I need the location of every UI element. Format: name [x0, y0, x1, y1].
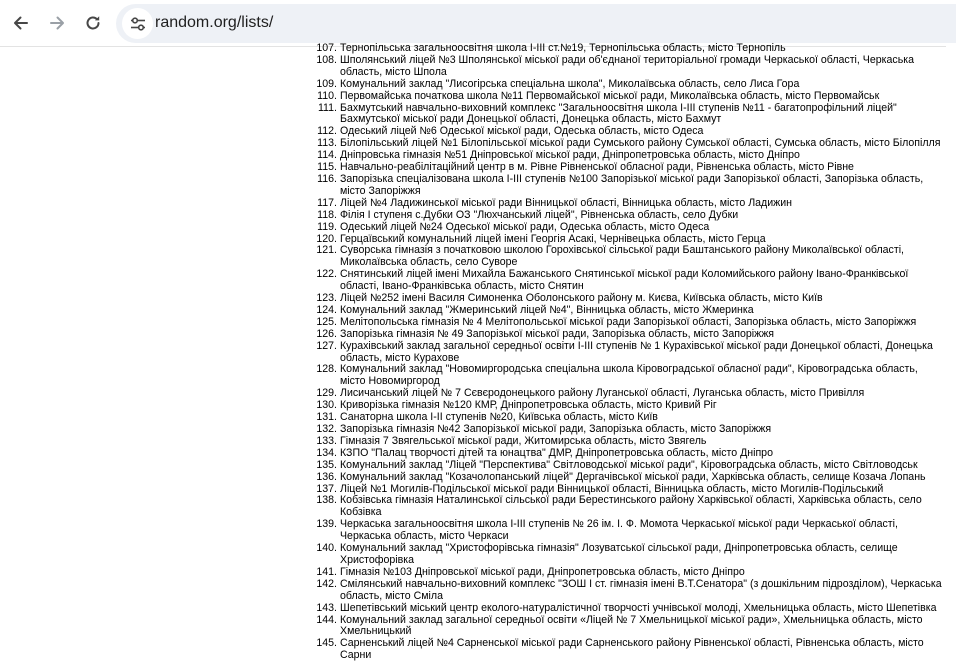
list-item-text: Філія І ступеня с.Дубки ОЗ "Люхчанський ліцей", Рівненська область, село Дубки: [340, 208, 739, 221]
list-item: [316, 494, 944, 519]
url-text[interactable]: random.org/lists/: [155, 14, 274, 31]
list-item-number: 140.: [316, 542, 337, 555]
list-item: [316, 577, 944, 603]
list-item: [316, 458, 944, 472]
list-item: [316, 542, 944, 567]
list-item-number: 132.: [316, 423, 337, 435]
list-item-text: Смілянський навчально-виховний комплекс "ЗОШ І ст. гімназія імені В.Т.Сенатора" (з дошкільним підрозділом), Черкаська область, місто Сміла: [340, 577, 942, 602]
list-item: [317, 101, 944, 127]
site-info-button[interactable]: [122, 8, 153, 39]
list-item-text: Санаторна школа І-ІІ ступенів №20, Київська область, місто Київ: [340, 411, 658, 424]
list-item-text: Герцаївський комунальний ліцей імені Георгія Асакі, Чернівецька область, місто Герца: [340, 232, 766, 245]
list-item-number: 133.: [316, 434, 337, 447]
list-item-text: Запорізька гімназія №42 Запорізької міської ради, Запорізька область, місто Запоріжжя: [340, 423, 772, 435]
list-item-number: 111.: [317, 101, 337, 114]
list-item-text: Білопільський ліцей №1 Білопільської міської ради Сумського району Сумської області, Сумська область, місто Білопілля: [340, 137, 941, 150]
list-item-number: 109.: [316, 77, 337, 90]
list-item-number: 130.: [316, 399, 337, 412]
list-item-number: 110.: [317, 89, 337, 102]
result-list: [316, 42, 944, 662]
list-item-text: Курахівський заклад загальної середньої освіти І-ІІІ ступенів № 1 Курахівської міської ради Донецької області, Донецька область, місто Курахове: [340, 339, 933, 364]
reload-icon: [83, 13, 103, 33]
list-item-number: 142.: [316, 577, 337, 590]
list-item-text: Мелітопольська гімназія № 4 Мелітопольської міської ради Запорізької області, Запорізька область, місто Запоріжжя: [340, 315, 917, 328]
list-item-number: 120.: [316, 232, 337, 245]
list-item-text: Комунальний заклад "Ліцей "Перспектива" Світловодської міської ради", Кіровоградська область, місто Світловодськ: [340, 458, 918, 471]
list-item: [316, 637, 944, 662]
tune-icon: [129, 15, 147, 33]
list-item-number: 116.: [317, 172, 337, 185]
list-item-text: Шепетівський міський центр еколого-натуралістичної творчості учнівської молоді, Хмельницька область, місто Шепетівка: [340, 601, 937, 614]
list-item: [317, 172, 944, 198]
list-item-number: 123.: [316, 292, 337, 305]
list-item-number: 143.: [316, 601, 337, 614]
list-item-number: 126.: [316, 327, 337, 340]
list-item-text: Комунальний заклад "Жмеринський ліцей №4", Вінницька область, місто Жмеринка: [340, 303, 754, 316]
list-item-text: Криворізька гімназія №120 КМР, Дніпропетровська область, місто Кривий Ріг: [340, 399, 717, 412]
list-item-text: Ліцей №1 Могилів-Подільської міської ради Вінницької області, Вінницька область, місто Могилів-Подільський: [340, 482, 884, 495]
list-item-number: 141.: [316, 565, 337, 578]
arrow-right-icon: [47, 13, 67, 33]
list-item: [316, 613, 944, 639]
list-item: [316, 565, 944, 579]
list-item-number: 114.: [317, 149, 337, 162]
list-item: [317, 89, 944, 103]
list-item-number: 107.: [316, 42, 337, 54]
list-item-number: 129.: [316, 387, 337, 400]
list-item-number: 118.: [317, 208, 337, 221]
list-item-number: 131.: [316, 411, 337, 424]
list-item-text: Сарненський ліцей №4 Сарненської міської ради Сарненського району Рівненської області, Рівненська область, місто Сарни: [340, 637, 924, 662]
list-item: [316, 53, 944, 79]
arrow-left-icon: [11, 13, 31, 33]
list-item-number: 124.: [316, 303, 337, 316]
list-item: [316, 268, 944, 293]
list-item: [316, 315, 944, 329]
list-item: [316, 244, 944, 269]
list-item: [316, 518, 944, 543]
list-item-number: 121.: [316, 244, 337, 257]
list-item-text: Одеський ліцей №6 Одеської міської ради, Одеська область, місто Одеса: [340, 125, 704, 138]
list-item-number: 113.: [317, 137, 337, 150]
list-item-number: 144.: [316, 613, 337, 626]
list-item-text: Навчально-реабілітаційний центр в м. Рівне Рівненської обласної ради, Рівненська область, місто Рівне: [340, 161, 854, 174]
list-item-number: 119.: [317, 220, 337, 233]
list-item: [316, 470, 944, 484]
browser-toolbar: [0, 0, 946, 47]
list-item-text: Бахмутський навчально-виховний комплекс "Загальноосвітня школа І-ІІІ ступенів №11 - багатопрофільний ліцей" Бахмутської міської ради Донецької області, Донецька область, місто Бахмут: [340, 101, 897, 126]
list-item-text: Кобзівська гімназія Наталинської сільської ради Берестинського району Харківської області, Харківська область, село Кобзівка: [340, 494, 922, 519]
list-item-text: Одеський ліцей №24 Одеської міської ради, Одеська область, місто Одеса: [340, 220, 710, 233]
list-item-number: 127.: [316, 339, 337, 352]
list-item-text: Гімназія №103 Дніпровської міської ради, Дніпропетровська область, місто Дніпро: [340, 565, 745, 578]
list-item-text: КЗПО "Палац творчості дітей та юнацтва" ДМР, Дніпропетровська область, місто Дніпро: [340, 446, 773, 459]
list-item: [316, 327, 944, 341]
list-item-text: Дніпровська гімназія №51 Дніпровської міської ради, Дніпропетровська область, місто Дніпро: [340, 149, 800, 162]
list-item-number: 138.: [316, 494, 337, 507]
list-item-number: 122.: [316, 268, 337, 281]
list-item-text: Комунальний заклад "Козачолопанський ліцей" Дергачівської міської ради, Харківська область, селище Козача Лопань: [340, 470, 926, 483]
list-item-number: 137.: [316, 482, 337, 495]
list-item: [317, 196, 944, 210]
list-item-text: Лисичанський ліцей № 7 Сєвєродонецького району Луганської області, Луганська область, місто Привілля: [340, 387, 865, 400]
list-item-number: 136.: [316, 470, 337, 483]
list-item: [316, 601, 944, 615]
forward-button[interactable]: [40, 6, 74, 40]
list-item: [316, 339, 944, 365]
list-item-number: 135.: [316, 458, 337, 471]
list-item-number: 112.: [317, 125, 337, 138]
address-bar[interactable]: [116, 4, 956, 43]
list-item-text: Снятинський ліцей імені Михайла Бажанського Снятинської міської ради Коломийського району Івано-Франківської області, Івано-Франківська область, місто Снятин: [340, 268, 909, 293]
list-item: [316, 363, 944, 388]
list-item-text: Ліцей №252 імені Василя Симоненка Оболонського району м. Києва, Київська область, місто Київ: [340, 292, 823, 305]
back-button[interactable]: [4, 6, 38, 40]
list-item-text: Запорізька спеціалізована школа І-ІІІ ступенів №100 Запорізької міської ради Запорізької області, Запорізька область, місто Запоріжжя: [340, 172, 924, 197]
list-item-text: Запорізька гімназія № 49 Запорізької міської ради, Запорізька область, місто Запоріжжя: [340, 327, 775, 340]
list-item-number: 117.: [317, 196, 337, 209]
list-item-text: Комунальний заклад загальної середньої освіти «Ліцей № 7 Хмельницької міської ради», Хмельницька область, місто Хмельницький: [340, 613, 923, 638]
list-item-number: 145.: [316, 637, 337, 650]
list-item-text: Комунальний заклад "Лисогірська спеціальна школа", Миколаївська область, село Лиса Гора: [340, 77, 800, 90]
list-item-text: Комунальний заклад "Христофорівська гімназія" Лозуватської сільської ради, Дніпропетровська область, селище Христофорівка: [340, 542, 898, 566]
list-item: [316, 446, 944, 460]
list-item-number: 125.: [316, 315, 337, 328]
list-item: [317, 220, 944, 234]
list-item-text: Суворська гімназія з початковою школою Горохівської сільської ради Баштанського району Миколаївської області, Миколаївська область, село Суворе: [340, 244, 905, 269]
list-item-text: Шполянський ліцей №3 Шполянської міської ради об'єднаної територіальної громади Черкаської області, Черкаська область, місто Шпола: [340, 53, 914, 78]
list-item-number: 115.: [317, 161, 337, 174]
list-item: [317, 208, 944, 222]
page-content: [0, 42, 946, 662]
list-item: [316, 77, 944, 91]
list-item-number: 134.: [316, 446, 337, 459]
list-item-text: Тернопільська загальноосвітня школа І-ІІІ ст.№19, Тернопільська область, місто Тернопіль: [340, 42, 786, 54]
list-item-text: Гімназія 7 Звягельської міської ради, Житомирська область, місто Звягель: [340, 434, 707, 447]
list-item-number: 139.: [316, 518, 337, 531]
list-item-number: 128.: [316, 363, 337, 376]
list-item-text: Первомайська початкова школа №11 Первомайської міської ради, Миколаївська область, місто Первомайськ: [340, 89, 880, 102]
list-item-text: Черкаська загальноосвітня школа І-ІІІ ступенів № 26 ім. І. Ф. Момота Черкаської міської ради Черкаської області, Черкаська область, місто Черкаси: [340, 518, 898, 543]
list-item-text: Комунальний заклад "Новомиргородська спеціальна школа Кіровоградської обласної ради", Кіровоградська область, місто Новомиргород: [340, 363, 918, 388]
list-item-text: Ліцей №4 Ладижинської міської ради Вінницької області, Вінницька область, місто Ладижин: [340, 196, 793, 209]
reload-button[interactable]: [76, 6, 110, 40]
list-item-number: 108.: [316, 53, 337, 66]
